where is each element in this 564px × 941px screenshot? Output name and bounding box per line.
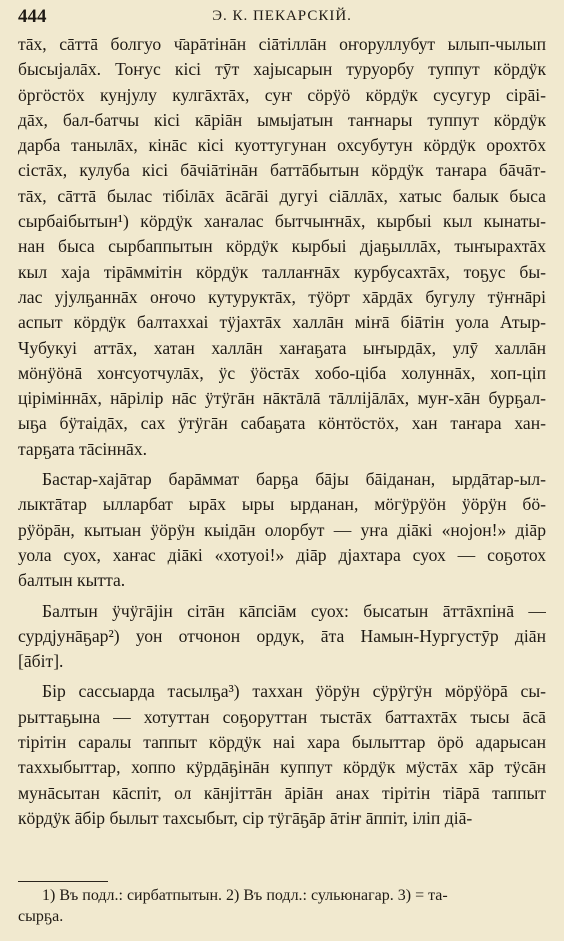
text-line: мӧнӱӧнā хоҥсуотчулāх, ӱс ӱӧстāх хобо-ціба холуннāх, хоп-ціп [18,362,546,383]
text-line: кыл хаjа тiрāммiтiн кӧрдӱк таллаҥнāх курбусахтāх, тоҕус бы- [18,261,546,282]
paragraph [18,599,546,675]
text-line: рыттаҕына — хотуттан соҕоруттан тыстāх баттахтāх тысы āсā [18,706,546,727]
paragraph [18,467,546,593]
text-line: Бiр сассыарда тасылҕа³) таххан ӱӧрӱн сӱрӱгӱн мӧрӱӧрā сы- [42,681,546,702]
paragraph [18,679,546,831]
page-number: 444 [18,6,47,27]
text-line: лыктāтар ылларбат ырāх ыры ырданан, мӧгӱрӱӧн ӱӧрӱн бӧ- [18,494,546,515]
body-text [18,32,546,836]
text-line: Балтын ӱчӱгājiн сiтāн кāпсiāм суох: бысатын āттāхпiнā — [42,600,546,621]
text-line: нан быса сырбаппытын кӧрдӱк кырбыі дjаҕыллāх, тыҥырахтāх [18,236,546,257]
text-line: дāх, бал-батчы кісі кāрiāн ымыjатын таҥнары туппут кӧрдӱк [18,109,546,130]
footnote-separator [18,881,108,882]
text-line: ӧргӧстӧх кунjулу кулгāхтāх, суҥ сӧрӱӧ кӧрдӱк сусугур сірāі- [18,84,546,105]
text-line: сурдjунāҕар²) уон отчонон ордук, āта Намын-Нургустӯр дiāн [18,625,546,646]
text-line: ыҕа бӱтаiдāх, сах ӱтӱгāн сабаҕата кӧнтӧстӧх, хан таҥара хан- [18,413,546,434]
text-line: балтын кытта. [18,570,126,591]
text-line: тарҕата тāсiннāх. [18,438,148,459]
text-line: тāх, сāттā болгуо ч̄арāтінāн сіāтіллāн оҥоруллубут ылып-чылып [18,34,546,54]
text-line: сiстāх, кулуба кісі бāчiāтінāн баттāбытын кӧрдӱк таҥара бāчāт- [18,160,546,181]
footnote-line: 1) Въ подл.: сирбатпытын. 2) Въ подл.: сульюнагар. 3) = та- [42,887,448,904]
paragraph [18,32,546,462]
text-line: мунāсытан кāспiт, ол кāнjiттāн āрiāн анах тiрiтiн тiāрā таппыт [18,782,546,803]
footnote-line: сырҕа. [18,908,64,925]
text-line: дарба танылāх, кінāс кісі куоттугунан охсубутун кӧрдӱк орохтōх [18,135,546,156]
footnotes [18,885,546,927]
text-line: ціріміннāх, нāрiлiр нāс ӱтӱгāн нāктāлā тāллijāлāх, муҥ-хāн бурҕал- [18,388,546,409]
text-line: уола суох, хаҥас дiāкi «хотуоі!» дiāр дjахтара суох — соҕотох [18,544,546,565]
text-line: тāх, сāттā былас тiбiлāх āсāгāі дугуi сiāллāх, хатыс балык быса [18,185,546,206]
text-line: кӧрдӱк āбiр былыт тахсыбыт, сiр тӱгāҕāр āтiҥ āппiт, iліп дiā- [18,807,473,828]
page-header [18,6,546,28]
text-line: сырбаiбытын¹) кӧрдӱк хаҥалас бытчыҥнāх, кырбыі кыл кынаты- [18,211,546,232]
text-line: тiрiтiн саралы таппыт кӧрдӱк наі хара былыттар ӧрӧ адарысан [18,732,546,753]
text-line: аспыт кӧрдӱк балтаххаі тӱjахтāх халлāн міҥā біāтін уола Атыр- [18,312,546,333]
text-line: Бастар-хаjāтар барāммат барҕа бājы бāiданан, ырдāтар-ыл- [42,469,546,490]
text-line: [āбiт]. [18,651,64,672]
text-line: Чубукуі аттāх, хатан халлāн хаҥаҕата ыҥырдāх, улӯ халлāн [18,337,546,358]
text-line: бысыjалāх. Тоҥус кісі тӯт хаjысарын туруорбу туппут кӧрдӱк [18,59,546,80]
running-head: Э. К. ПЕКАРСКІЙ. [212,8,352,24]
text-line: таххыбыттар, хоппо кӱрдāҕiнāн куппут кӧрдӱк мӱстāх хāр тӱсāн [18,757,546,778]
text-line: лас уjулҕаннāх оҥочо кутуруктāх, тӱӧрт хāрдāх бугулу тӱҥнāрi [18,286,546,307]
text-line: рӱӧрāн, кытыан ӱӧрӱн кыiдāн олорбут — уҥа дiāкi «нојон!» дiāр [18,519,546,540]
